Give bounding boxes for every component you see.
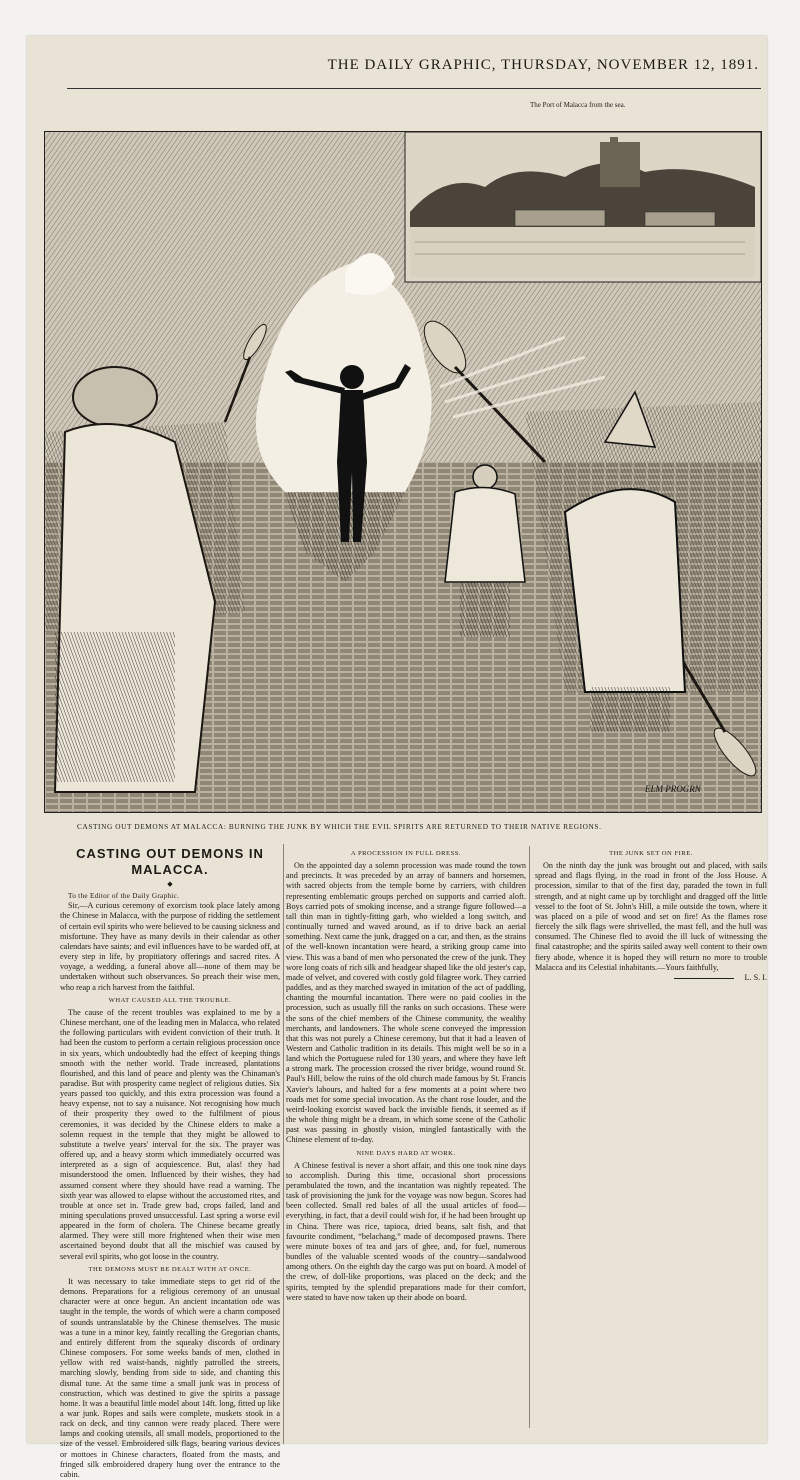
article-column-3 xyxy=(535,846,767,1106)
signature: L. S. I. xyxy=(744,972,767,982)
inset-caption: The Port of Malacca from the sea. xyxy=(530,101,626,109)
procession-heading: A PROCESSION IN FULL DRESS. xyxy=(350,850,462,857)
article-column-1 xyxy=(60,844,284,1479)
masthead: THE DAILY GRAPHIC, THURSDAY, NOVEMBER 12, 1891. xyxy=(327,57,759,73)
demons-heading: THE DEMONS MUST BE DEALT WITH AT ONCE. xyxy=(88,1265,252,1273)
masthead-rule xyxy=(67,88,761,89)
nine-days-paragraph: A Chinese festival is never a short affair, and this one took nine days to accomplish. During this time, occasional short processions perambulated the town, and the incantation was nightly repeated. The task of provisioning the junk for the voyage was now begun. Scores had been collected. Small red bales of all the usual articles of food—everything, in fact, that a devil could wish for, if he had been brought up in China. There was rice, tapioca, dried beans, salt fish, and that favourite condiment, “belachang,” made of decomposed prawns. There were minute boxes of tea and jars of ghee, and, for fuel, numerous bundles of the valuable scented woods of the country—sandalwood among others. On the eighth day the cargo was put on board. A model of the crew, of doll-like proportions, was placed on the deck; and the spirits, tempted by the splendid preparations made for their comfort, were stated to have now taken up their abode on board. xyxy=(286,1160,526,1302)
article-headline: CASTING OUT DEMONS IN MALACCA. xyxy=(76,846,264,877)
demons-paragraph: It was necessary to take immediate steps to get rid of the demons. Preparations for a religious ceremony of an unusual character were at once begun. An ancient incantation ode was taught in the temple, the words of which were a charm composed of sounds untranslatable by the Chinese themselves. The music was a tune in a minor key, faintly recalling the Gregorian chants, and entirely different from the squeaky discords of ordinary Chinese composers. For some weeks bands of men, clothed in yellow with red waist-bands, nightly patrolled the streets, marching slowly, bending from side to side, and chanting this dismal tune. At the same time a small junk was in process of construction, which was destined to give the spirits a passage home. It was a beautiful little model about 14ft. long, fitted up like a war junk. Ropes and sails were complete, muskets stook in a rack on deck, and tiny cannon were ready placed. There were lamps and cooking utensils, all small models, proportioned to the size of the vessel. Embroidered silk flags, bearing various devices or mottoes in Chinese characters, floated from the masts, and fringed silk embroidered drapery hung over the entrance to the cabin. xyxy=(60,1276,280,1479)
newspaper-clipping xyxy=(27,36,767,1479)
nine-days-heading: NINE DAYS HARD AT WORK. xyxy=(356,1149,456,1157)
to-editor-line: To the Editor of the Daily Graphic. xyxy=(68,892,180,901)
signature-rule xyxy=(674,978,734,979)
engraving-artwork xyxy=(45,132,761,812)
fire-paragraph: On the ninth day the junk was brought out and placed, with sails spread and flags flying, in the road in front of the Joss House. A procession, similar to that of the first day, paraded the town in full strength, and at night came up by torchlight and dragged off the little vessel to the foot of St. John's Hill, a mile outside the town, where it was placed on a pile of wood and set on fire! As the flames rose fiercely the silk flags were shrivelled, the mast fell, and the hull was consumed. The Chinese fled to avoid the ill luck of witnessing the final catastrophe; and the spirits sailed away well content to their own fiery abode, whence it is hoped they will return no more to trouble Malacca and its Celestial inhabitants.—Yours faithfully, xyxy=(535,861,767,972)
cause-heading: WHAT CAUSED ALL THE TROUBLE. xyxy=(108,996,232,1004)
illustration-caption: CASTING OUT DEMONS AT MALACCA: BURNING THE JUNK BY WHICH THE EVIL SPIRITS ARE RETURNED TO THEIR NATIVE REGIONS. xyxy=(77,822,602,831)
artist-signature: ELM PROGRN xyxy=(645,784,701,794)
port-inset xyxy=(405,132,761,282)
fire-heading: THE JUNK SET ON FIRE. xyxy=(609,850,693,857)
procession-paragraph: On the appointed day a solemn procession was made round the town and precincts. It was preceded by an array of banners and horsemen, with sacred objects from the temple borne by carriers, with children representing emblematic groups perched on supports and carried aloft. Boys carried pots of smoking incense, and a strange figure followed—a tall thin man in tightly-fitting garb, who wielded a long switch, and continually turned and waved around, as if to drive back an aerial something. Next came the junk, dragged on a car, and then, as the strains of the well-known incantation were heard, a striking group came into view. This was a band of men who personated the crew of the junk. They wore long coats of rich silk and headgear shaped like the old jester's cap, made of velvet, and covered with costly gold filagree work. They carried paddles, and as they marched swayed in imitation of the act of paddling, chanting the mournful incantation. There were no paid coolies in the procession, such as usually fill the ranks on such occasions. These were the sons of the chief members of the Chinese community, the wealthy merchants, and landowners. The whole scene conveyed the impression that this was not purely a Chinese ceremony, but that it had a leaven of Western and Catholic tradition in its details. This might well be so in a land which the Portuguese ruled for 130 years, and where they have left a strong mark. The procession crossed the river bridge, wound round St. Paul's Hill, below the ruins of the old church made famous by St. Francis Xavier's labours, and halted for a few moments at a point where two roads met for some special invocation. As the chant rose louder, and the weird-looking exorcist waved back the invisible fiends, it seemed as if the whole thing might be a dream, in which some scene of the Catholic past was passing in ghostly vision, mingled fantastically with the Chinese element of to-day. xyxy=(286,861,526,1145)
cause-paragraph: The cause of the recent troubles was explained to me by a Chinese merchant, one of the leading men in Malacca, who related the following particulars with evident conviction of their truth. It had been the custom to perform a certain religious procession once in six years, which undoubtedly had the effect of keeping things smooth with the nether world. Trade increased, plantations flourished, and this land of peace and plenty was the Chinaman's paradise. But with prosperity came neglect of religious duties. Six years passed too quickly, and this extra procession was found a heavy expense, not to say a nuisance. Not recognising how much of their prosperity they owed to the fulfilment of pious ceremonies, it was decided by the Chinese elders to make a solemn request in the temple that they might be allowed to substitute a twelve years' interval for the six. The prayer was offered up, and a heavy storm which immediately occurred was interpreted as a sign of acquiescence. But, alas! they had misunderstood the omen. Influenced by their wishes, they had assumed consent where they should have read a warning. The sixth year was allowed to elapse without the accustomed rites, and trouble at once set in. Trade grew bad, crops failed, land and mining speculations proved unsuccessful. Last spring a worse evil appeared in the form of cholera. The Chinese became greatly alarmed. They were still more frightened when their wise men ascertained beyond doubt that all the mischief was caused by several evil spirits, who got loose in the country. xyxy=(60,1007,280,1261)
signature-line xyxy=(535,973,767,983)
intro-paragraph: Sir,—A curious ceremony of exorcism took place lately among the Chinese in Malacca, with the purpose of ridding the settlement of certain evil spirits who were believed to be causing sickness and misfortune. They have as many devils in their calendar as other calendars have saints; and evil influences have to be warded off, at every step in life, by propitiatory offerings and sacred rites. A voyage, a wedding, a funeral above all—none of them may be undertaken without such observances. So preach their wise men, who reap a rich harvest from the faithful. xyxy=(60,901,280,992)
article-column-2 xyxy=(286,846,530,1428)
engraving-illustration xyxy=(44,131,762,813)
ornament: ◆ xyxy=(167,880,173,888)
